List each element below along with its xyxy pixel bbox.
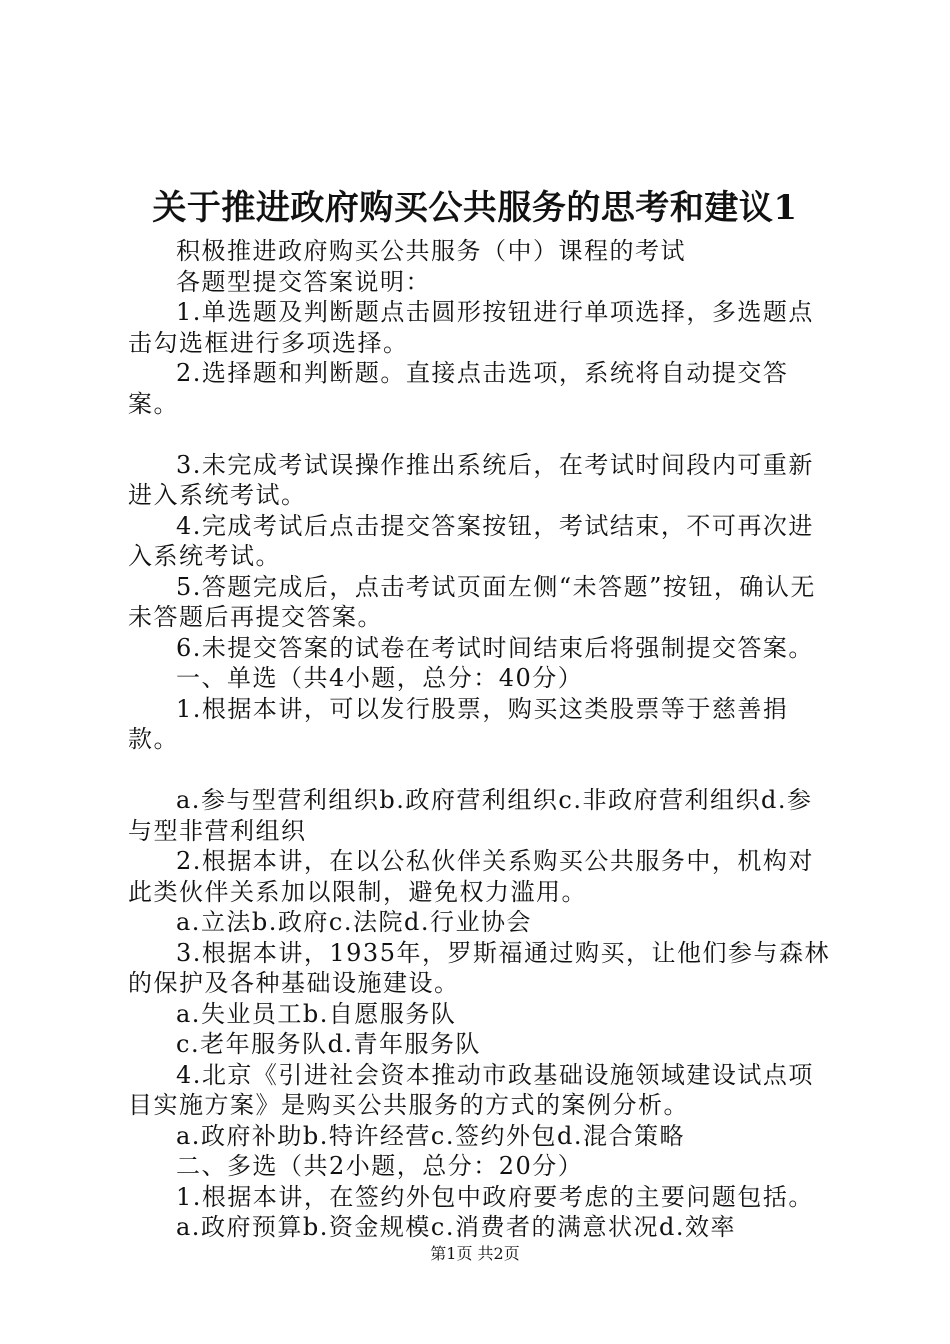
paragraph-instruction-1: 1.单选题及判断题点击圆形按钮进行单项选择，多选题点击勾选框进行多项选择。 bbox=[128, 298, 814, 357]
options-multiple-1: a.政府预算b.资金规模c.消费者的满意状况d.效率 bbox=[176, 1213, 736, 1241]
paragraph-course-title: 积极推进政府购买公共服务（中）课程的考试 bbox=[176, 237, 686, 265]
question-single-4: 4.北京《引进社会资本推动市政基础设施领域建设试点项目实施方案》是购买公共服务的方式的案例分析。 bbox=[128, 1060, 814, 1119]
section-heading-multiple-choice: 二、多选（共2小题，总分：20分） bbox=[176, 1152, 584, 1180]
paragraph-instruction-6: 6.未提交答案的试卷在考试时间结束后将强制提交答案。 bbox=[176, 633, 814, 662]
options-single-1: a.参与型营利组织b.政府营利组织c.非政府营利组织d.参与型非营利组织 bbox=[128, 786, 813, 845]
question-single-3: 3.根据本讲，1935年，罗斯福通过购买，让他们参与森林的保护及各种基础设施建设。 bbox=[128, 938, 830, 997]
paragraph-instruction-2: 2.选择题和判断题。直接点击选项，系统将自动提交答案。 bbox=[128, 359, 789, 418]
question-single-1: 1.根据本讲，可以发行股票，购买这类股票等于慈善捐款。 bbox=[128, 694, 789, 753]
document-title: 关于推进政府购买公共服务的思考和建议1 bbox=[152, 188, 798, 228]
options-single-3-ab: a.失业员工b.自愿服务队 bbox=[176, 999, 457, 1028]
paragraph-instruction-3: 3.未完成考试误操作推出系统后，在考试时间段内可重新进入系统考试。 bbox=[128, 450, 814, 509]
page-footer: 第1页 共2页 bbox=[430, 1244, 520, 1263]
section-heading-single-choice: 一、单选（共4小题，总分：40分） bbox=[176, 664, 584, 692]
document-body bbox=[128, 236, 834, 1243]
paragraph-instructions-heading: 各题型提交答案说明： bbox=[176, 267, 431, 296]
paragraph-instruction-5: 5.答题完成后，点击考试页面左侧“未答题”按钮，确认无未答题后再提交答案。 bbox=[128, 572, 816, 631]
question-single-2: 2.根据本讲，在以公私伙伴关系购买公共服务中，机构对此类伙伴关系加以限制，避免权力滥用。 bbox=[128, 847, 814, 906]
options-single-4: a.政府补助b.特许经营c.签约外包d.混合策略 bbox=[176, 1121, 685, 1150]
options-single-3-cd: c.老年服务队d.青年服务队 bbox=[176, 1030, 482, 1058]
paragraph-instruction-4: 4.完成考试后点击提交答案按钮，考试结束，不可再次进入系统考试。 bbox=[128, 511, 814, 570]
question-multiple-1: 1.根据本讲，在签约外包中政府要考虑的主要问题包括。 bbox=[176, 1182, 814, 1211]
options-single-2: a.立法b.政府c.法院d.行业协会 bbox=[176, 908, 532, 936]
